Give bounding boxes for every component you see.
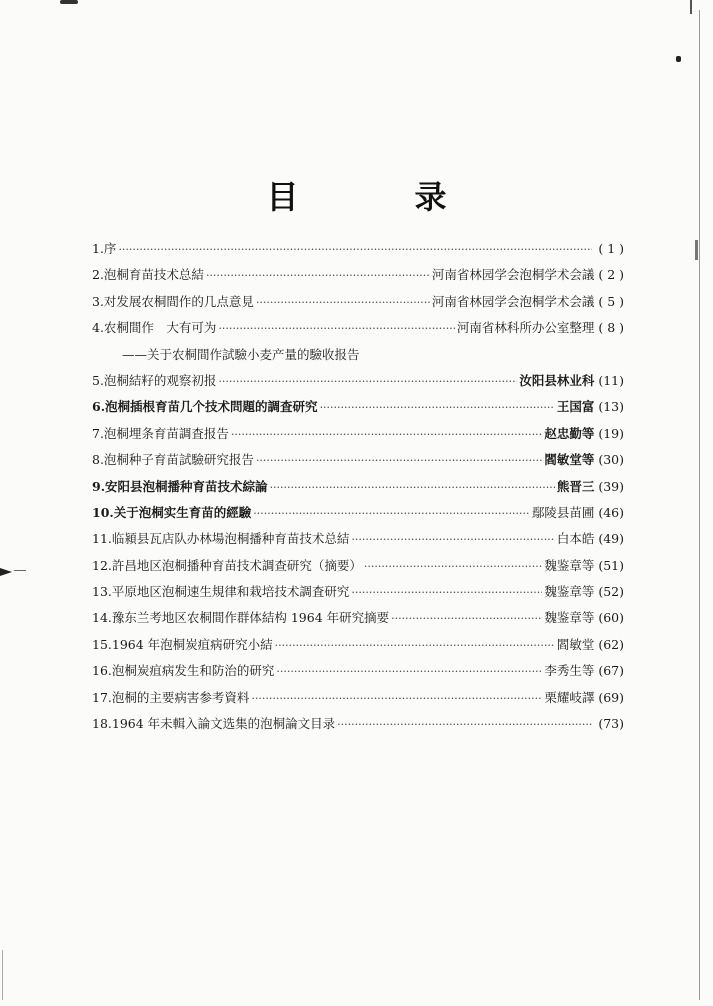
toc-entry-title: 5.泡桐結籽的观察初报 — [92, 372, 217, 388]
toc-entry-page: ( 8 ) — [598, 320, 624, 336]
toc-entry-title: 15.1964 年泡桐炭疽病研究小結 — [92, 636, 273, 652]
toc-entry-10[interactable] — [92, 500, 624, 526]
toc-entry-9[interactable] — [92, 474, 624, 500]
table-of-contents — [92, 236, 624, 737]
scan-artifact-top-right — [690, 0, 692, 14]
toc-entry-1[interactable] — [92, 236, 624, 262]
dot-leader — [351, 527, 554, 553]
toc-entry-11[interactable] — [92, 526, 624, 552]
toc-entry-title: 3.对发展农桐間作的几点意見 — [92, 293, 254, 309]
toc-entry-page: ( 2 ) — [598, 267, 624, 283]
toc-entry-author: 閻敏堂 — [556, 636, 595, 652]
toc-entry-title: 14.豫东兰考地区农桐間作群体結构 1964 年研究摘要 — [92, 610, 390, 626]
dot-leader — [275, 633, 555, 659]
toc-entry-page: (67) — [598, 663, 624, 679]
toc-entry-page: ( 5 ) — [598, 293, 624, 309]
dot-leader — [337, 712, 592, 738]
toc-entry-title: 7.泡桐埋条育苗調査报告 — [92, 425, 229, 441]
toc-entry-8[interactable] — [92, 447, 624, 473]
toc-entry-title: 6.泡桐插根育苗几个技术問題的調査研究 — [92, 399, 318, 415]
toc-entry-5[interactable] — [92, 368, 624, 394]
toc-entry-12[interactable] — [92, 553, 624, 579]
toc-entry-page: ( 1 ) — [598, 241, 624, 256]
toc-entry-author: 鄢陵县苗圃 — [531, 504, 595, 520]
toc-entry-2[interactable] — [92, 262, 624, 288]
dot-leader — [351, 580, 542, 606]
dot-leader — [256, 290, 430, 316]
dot-leader — [276, 659, 542, 685]
toc-entry-page: (39) — [598, 478, 624, 494]
toc-entry-title: 9.安阳县泡桐播种育苗技术綜論 — [92, 478, 268, 494]
scan-artifact-top — [60, 0, 78, 4]
dot-leader — [320, 395, 555, 421]
toc-entry-page: (49) — [598, 531, 624, 547]
scan-edge-right — [699, 10, 700, 1000]
toc-entry-4[interactable] — [92, 315, 624, 341]
toc-entry-7[interactable] — [92, 421, 624, 447]
toc-entry-author: 河南省林科所办公室整理 — [456, 320, 595, 336]
toc-entry-17[interactable] — [92, 685, 624, 711]
toc-entry-title: 1.序 — [92, 241, 117, 256]
toc-entry-14[interactable] — [92, 605, 624, 631]
dot-leader — [270, 475, 555, 501]
toc-entry-author: 河南省林园学会泡桐学术会議 — [431, 267, 595, 283]
dot-leader — [251, 686, 542, 712]
toc-entry-author: 河南省林园学会泡桐学术会議 — [431, 293, 595, 309]
toc-entry-15[interactable] — [92, 632, 624, 658]
toc-entry-title: 4.农桐間作 大有可为 — [92, 320, 217, 336]
scan-edge-left — [2, 950, 3, 1000]
toc-entry-author: 白本皓 — [556, 531, 595, 547]
dot-leader — [218, 369, 517, 395]
toc-entry-author: 熊晋三 — [556, 478, 595, 494]
toc-entry-title: 16.泡桐炭疽病发生和防治的研究 — [92, 663, 275, 679]
toc-entry-title: 17.泡桐的主要病害参考資料 — [92, 689, 250, 705]
toc-entry-page: (69) — [598, 689, 624, 705]
dot-leader — [118, 237, 592, 263]
toc-entry-4-subtitle — [92, 342, 624, 368]
dot-leader — [364, 554, 542, 580]
toc-entry-page: (60) — [598, 610, 624, 626]
page-title: 目 录 — [266, 178, 489, 216]
toc-entry-page: (19) — [598, 425, 624, 441]
dot-leader — [253, 501, 530, 527]
toc-entry-author: 魏鉴章等 — [544, 557, 595, 573]
dot-leader — [206, 263, 430, 289]
dot-leader — [391, 606, 542, 632]
toc-entry-page: (30) — [598, 452, 624, 468]
toc-entry-title: 2.泡桐育苗技术总結 — [92, 267, 204, 283]
toc-entry-author: 汝阳县林业科 — [519, 372, 595, 388]
dot-leader — [256, 448, 542, 474]
toc-entry-page: (52) — [598, 584, 624, 600]
toc-entry-page: (62) — [598, 636, 624, 652]
toc-entry-title: 13.平原地区泡桐速生規律和栽培技术調査研究 — [92, 584, 350, 600]
scan-artifact-spot — [676, 56, 681, 62]
toc-entry-author: 李秀生等 — [544, 663, 595, 679]
dot-leader — [231, 422, 542, 448]
scan-edge-tick — [695, 240, 698, 260]
toc-entry-page: (46) — [598, 504, 624, 520]
toc-entry-author: 魏鉴章等 — [544, 584, 595, 600]
toc-entry-18[interactable] — [92, 711, 624, 737]
toc-entry-subtitle: ——关于农桐間作試驗小麦产量的驗收报告 — [122, 346, 360, 362]
toc-entry-author: 閻敏堂等 — [544, 452, 595, 468]
toc-entry-title: 8.泡桐种子育苗試驗研究报告 — [92, 452, 254, 468]
scan-artifact-left-arrow — [0, 566, 22, 574]
toc-entry-page: (73) — [598, 716, 624, 732]
toc-entry-author: 魏鉴章等 — [544, 610, 595, 626]
toc-entry-13[interactable] — [92, 579, 624, 605]
toc-entry-16[interactable] — [92, 658, 624, 684]
dot-leader — [218, 316, 454, 342]
toc-entry-author: 赵忠勤等 — [544, 425, 595, 441]
toc-entry-6[interactable] — [92, 394, 624, 420]
toc-entry-title: 11.临潁县瓦店队办林場泡桐播种育苗技术总結 — [92, 531, 350, 547]
toc-entry-title: 10.关于泡桐实生育苗的經驗 — [92, 504, 252, 520]
toc-entry-page: (13) — [598, 399, 624, 415]
toc-entry-title: 18.1964 年未輯入論文选集的泡桐論文目录 — [92, 716, 336, 732]
toc-entry-3[interactable] — [92, 289, 624, 315]
toc-entry-title: 12.許昌地区泡桐播种育苗技术調查研究（摘要） — [92, 557, 362, 573]
toc-entry-author: 栗耀岐譯 — [544, 689, 595, 705]
toc-entry-page: (51) — [598, 557, 624, 573]
toc-entry-page: (11) — [598, 372, 624, 388]
toc-entry-author: 王国富 — [556, 399, 595, 415]
